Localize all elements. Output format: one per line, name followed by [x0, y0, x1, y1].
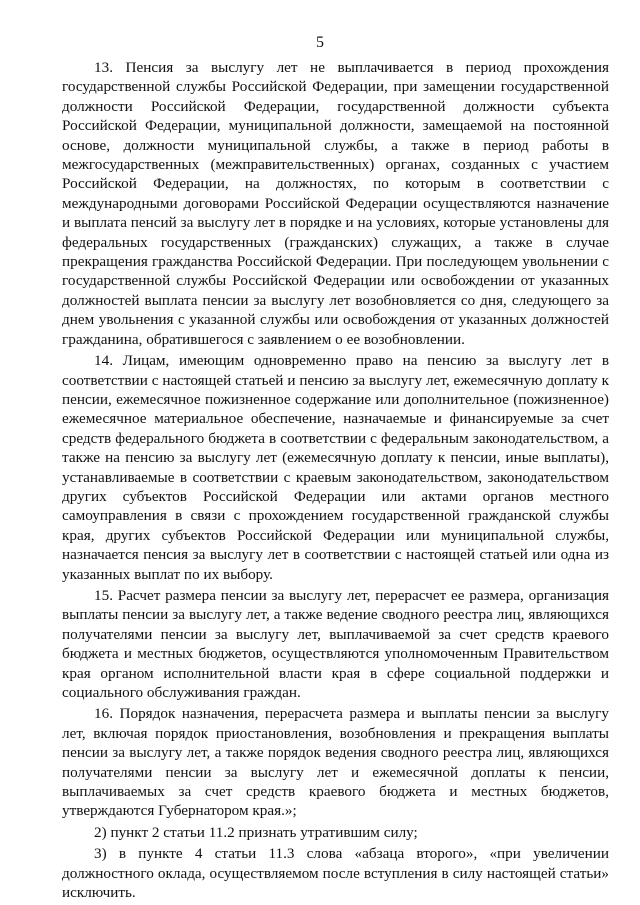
- paragraph-item-3: 3) в пункте 4 статьи 11.3 слова «абзаца второго», «при увеличении должностного оклада, осуществляемом после вступления в силу настоящей статьи» исключить.: [62, 845, 609, 902]
- page-number: 5: [316, 34, 324, 51]
- paragraph-14: 14. Лицам, имеющим одновременно право на пенсию за выслугу лет в соответствии с настоящей статьей и пенсию за выслугу лет, ежемесячную доплату к пенсии, ежемесячное пожизненное содержание или дополнительное (пожизненное) ежемесячное материальное обеспечение, назначаемые и финансируемые за счет средств федерального бюджета в соответствии с федеральным законодательством, а также на пенсию за выслугу лет (ежемесячную доплату к пенсии, иные выплаты), устанавливаемые в соответствии с краевым законодательством, законодательством других субъектов Российской Федерации или актами органов местного самоуправления в связи с прохождением государственной гражданской службы края, других субъектов Российской Федерации или муниципальной службы, назначается пенсия за выслугу лет в соответствии с настоящей статьей или одна из указанных выплат по их выбору.: [62, 352, 609, 583]
- paragraph-15: 15. Расчет размера пенсии за выслугу лет, перерасчет ее размера, организация выплаты пенсии за выслугу лет, а также ведение сводного реестра лиц, являющихся получателями пенсии за выслугу лет, выплачиваемой за счет средств краевого бюджета и местных бюджетов, осуществляются уполномоченным Правительством края органом исполнительной власти края в сфере социальной поддержки и социального обслуживания граждан.: [62, 586, 609, 701]
- paragraph-16: 16. Порядок назначения, перерасчета размера и выплаты пенсии за выслугу лет, включая порядок приостановления, возобновления и прекращения выплаты пенсии за выслугу лет, а также порядок ведения сводного реестра лиц, являющихся получателями пенсии за выслугу лет и ежемесячной доплаты к пенсии, выплачиваемых за счет средств краевого бюджета и местных бюджетов, утверждаются Губернатором края.»;: [62, 705, 609, 820]
- paragraph-item-2: 2) пункт 2 статьи 11.2 признать утратившим силу;: [94, 823, 418, 841]
- paragraph-13: 13. Пенсия за выслугу лет не выплачивается в период прохождения государственной службы Российской Федерации, при замещении государственной должности Российской Федерации, государственной должности субъекта Российской Федерации, муниципальной должности, замещаемой на постоянной основе, должности муниципальной службы, а также в период работы в межгосударственных (межправительственных) органах, созданных с участием Российской Федерации, на должностях, по которым в соответствии с международными договорами Российской Федерации осуществляются назначение и выплата пенсий за выслугу лет в порядке и на условиях, которые установлены для федеральных государственных (гражданских) служащих, а также в случае прекращения гражданства Российской Федерации. При последующем увольнении с государственной службы Российской Федерации или освобождении от указанных должностей выплата пенсии за выслугу лет возобновляется со дня, следующего за днем увольнения с указанной службы или освобождения от указанных должностей гражданина, обратившегося с заявлением о ее возобновлении.: [62, 59, 609, 348]
- document-body: [62, 58, 609, 902]
